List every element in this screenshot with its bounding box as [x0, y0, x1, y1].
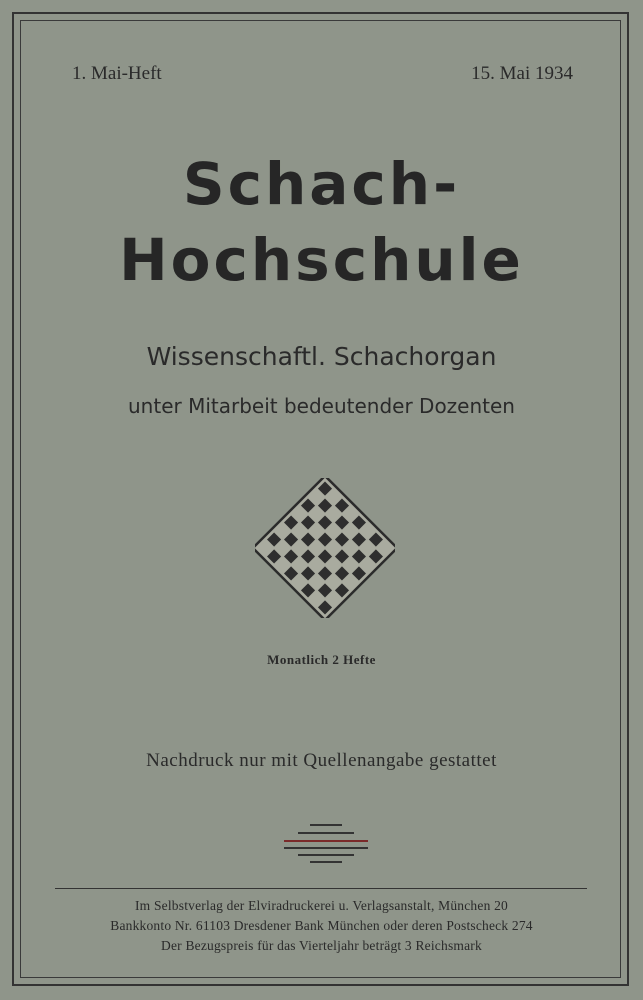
chessboard-icon	[255, 478, 395, 618]
reprint-notice: Nachdruck nur mit Quellenangabe gestattet	[146, 750, 497, 771]
footer-rule	[55, 888, 587, 889]
ornament-lines-icon	[280, 822, 372, 864]
footer-line-2: Bankkonto Nr. 61103 Dresdener Bank München oder deren Postscheck 274	[110, 918, 533, 933]
title-line-1: Schach-	[182, 150, 461, 218]
issue-date: 15. Mai 1934	[471, 63, 573, 84]
frequency-note: Monatlich 2 Hefte	[267, 652, 376, 667]
issue-label: 1. Mai-Heft	[72, 63, 162, 84]
subtitle-line-2: unter Mitarbeit bedeutender Dozenten	[128, 394, 515, 418]
title-line-2: Hochschule	[119, 226, 524, 294]
footer-line-3: Der Bezugspreis für das Vierteljahr beträgt 3 Reichsmark	[161, 938, 482, 953]
subtitle-line-1: Wissenschaftl. Schachorgan	[146, 342, 497, 371]
footer-line-1: Im Selbstverlag der Elviradruckerei u. Verlagsanstalt, München 20	[134, 898, 509, 913]
